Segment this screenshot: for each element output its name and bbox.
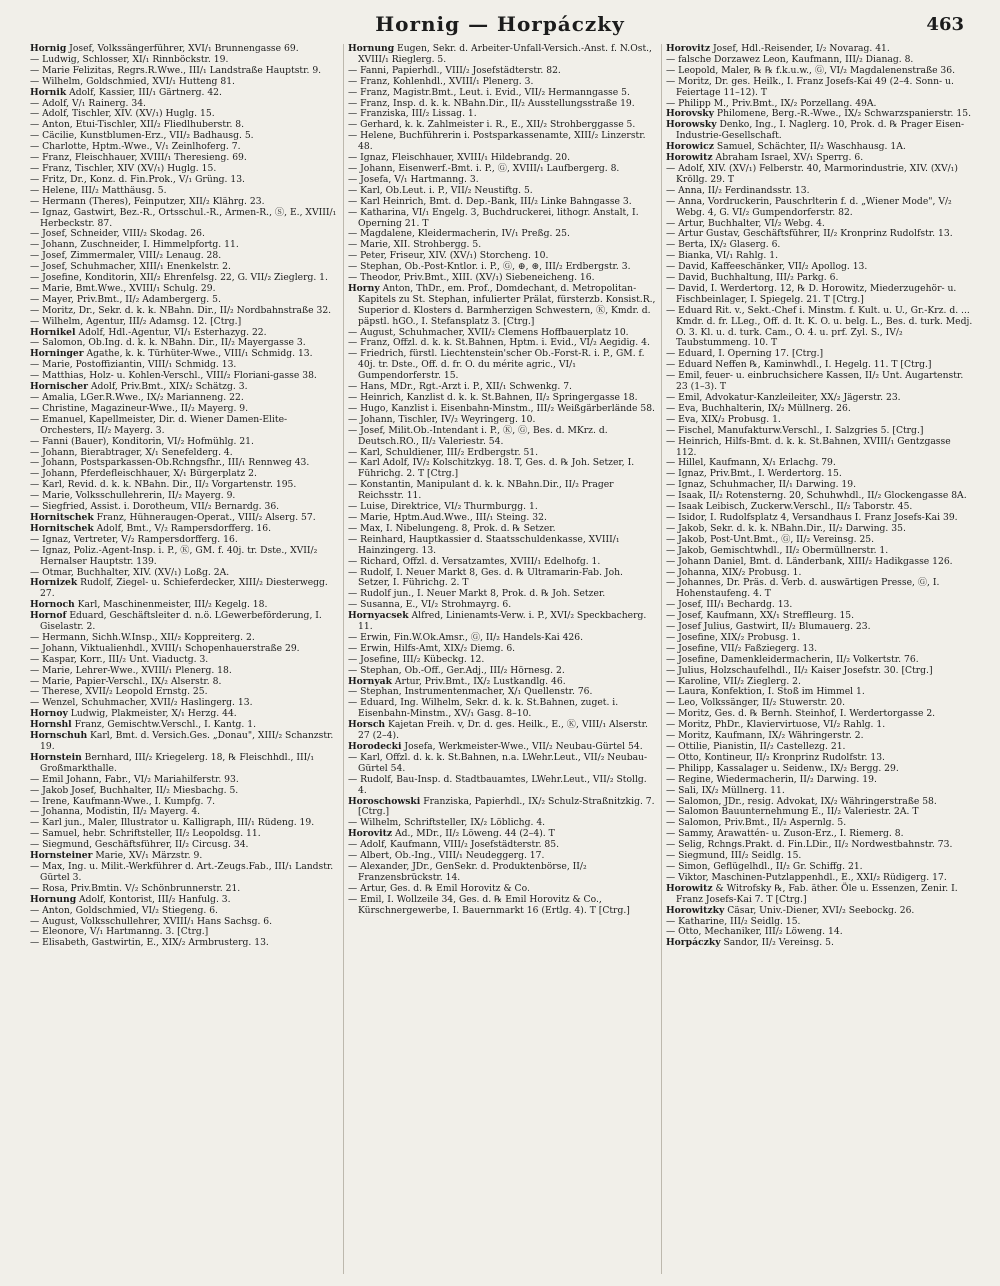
entry-text: Marie, XV/₁ Märzstr. 9. — [92, 850, 203, 862]
directory-entry — [30, 731, 338, 753]
entry-text: Artur, Priv.Bmt., IX/₂ Lustkandlg. 46. — [392, 675, 566, 687]
entry-surname: Horovsky — [666, 108, 714, 120]
entry-text: — Matthias, Holz- u. Kohlen-Verschl., VIII/₂ Floriani-gasse 38. — [30, 370, 317, 382]
entry-text: — Ignaz, Gastwirt, Bez.-R., Ortsschul.-R., Armen-R., Ⓢ, E., XVIII/₁ Herbeckstr. 87. — [30, 206, 337, 229]
entry-text: — Viktor, Maschinen-Putzlappenhdl., E., XXI/₂ Rüdigerg. 17. — [666, 871, 947, 883]
entry-text: — Magdalene, Kleidermacherin, IV/₁ Preßg. 25. — [348, 228, 570, 240]
entry-text: — Marie, Volksschullehrerin, II/₂ Mayerg. 9. — [30, 490, 236, 502]
entry-text: — Elisabeth, Gastwirtin, E., XIX/₂ Armbrusterg. 13. — [30, 937, 269, 949]
page-header — [30, 12, 970, 40]
entry-text: — Simon, Geflügelhdl., II/₂ Gr. Schiffg. 21. — [666, 860, 863, 872]
entry-text: — Marie, Hptm.Aud.Wwe., III/₁ Steing. 32. — [348, 511, 547, 523]
entry-text: Eduard, Geschäftsleiter d. n.ö. LGewerbeförderung, I. Giselastr. 2. — [40, 610, 322, 633]
entry-text: — Siegmund, Geschäftsführer, II/₂ Circusg. 34. — [30, 839, 249, 851]
entry-surname: Horny — [348, 282, 380, 294]
entry-surname: Horovitz — [348, 828, 393, 840]
entry-text: — Emil, Advokatur-Kanzleileiter, XX/₂ Jägerstr. 23. — [666, 392, 901, 403]
entry-surname: Horninger — [30, 348, 84, 360]
entry-text: — Stephan, Instrumentenmacher, X/₁ Quellenstr. 76. — [348, 686, 593, 698]
entry-text: — Philipp, Kassalager u. Seidenw., IX/₂ Bergg. 29. — [666, 762, 899, 774]
directory-entry — [348, 862, 656, 884]
entry-text: — Anna, II/₂ Ferdinandsstr. 13. — [666, 184, 810, 196]
entry-text: — Emil Johann, Fabr., VI/₂ Mariahilferstr. 93. — [30, 773, 239, 785]
entry-surname: Horsch — [348, 719, 386, 731]
entry-text: — Charlotte, Hptm.-Wwe., V/₁ Zeinlhoferg. 7. — [30, 141, 241, 153]
entry-surname: Hornig — [30, 44, 67, 54]
entry-text: — Wilhelm, Goldschmied, XVI/₁ Hutteng 81. — [30, 75, 235, 87]
entry-text: — Helene, Buchführerin i. Postsparkassenamte, XIII/₂ Linzerstr. 48. — [348, 130, 646, 153]
entry-text: — Philipp M., Priv.Bmt., IX/₂ Porzellang. 49A. — [666, 97, 877, 109]
column-1 — [30, 44, 338, 1276]
directory-entry — [348, 131, 656, 153]
entry-surname: Hornoch — [30, 599, 75, 611]
entry-surname: Hornung — [30, 893, 77, 905]
entry-text: — Rudolf, I. Neuer Markt 8, Ges. d. ℞ Ultramarin-Fab. Joh. Setzer, I. Führichg. 2. T — [348, 566, 623, 589]
directory-entry — [30, 578, 338, 600]
entry-text: — Jakob Josef, Buchhalter, II/₂ Miesbachg. 5. — [30, 784, 239, 796]
entry-text: — Johann, Eisenwerf.-Bmt. i. P., Ⓖ, XVIII/₁ Laufbergerg. 8. — [348, 162, 620, 174]
entry-surname: Hornoy — [30, 708, 68, 720]
entry-text: — David, I. Werdertorg. 12, ℞ D. Horowitz, Miederzugehör- u. Fischbeinlager, I. Spiegelg. 21. T [Ctrg.] — [666, 282, 957, 305]
entry-text: — Regine, Wiedermacherin, II/₂ Darwing. 19. — [666, 773, 877, 785]
directory-entry — [348, 753, 656, 775]
entry-text: — Adolf, XIV. (XV/₁) Felberstr. 40, Marmorindustrie, XIV. (XV/₁) Kröllg. 29. T — [666, 162, 958, 185]
entry-text: — Richard, Offzl. d. Versatzamtes, XVIII/₁ Edelhofg. 1. — [348, 555, 601, 567]
entry-text: — Adolf, Tischler, XIV. (XV/₁) Huglg. 15. — [30, 108, 215, 120]
entry-text: Adolf, Hdl.-Agentur, VI/₁ Esterhazyg. 22. — [75, 326, 267, 338]
entry-surname: Hornung — [348, 44, 395, 54]
entry-text: Cäsar, Univ.-Diener, XVI/₂ Seebockg. 26. — [724, 904, 915, 916]
directory-entry — [348, 480, 656, 502]
entry-text: Denko, Ing., I. Naglerg. 10, Prok. d. ℞ Prager Eisen-Industrie-Gesellschaft. — [676, 119, 965, 142]
entry-text: — Artur Gustav, Geschäftsführer, II/₂ Kronprinz Rudolfstr. 13. — [666, 228, 953, 240]
entry-surname: Hornischer — [30, 381, 88, 393]
entry-text: — Ottilie, Pianistin, II/₂ Castellezg. 21. — [666, 741, 846, 752]
directory-entry — [666, 77, 974, 99]
entry-text: — Leopold, Maler, ℞ ℞ f.k.u.w., Ⓖ, VI/₂ Magdalenenstraße 36. — [666, 64, 956, 76]
entry-text: — Peter, Friseur, XIV. (XV/₁) Storcheng. 10. — [348, 250, 549, 262]
directory-entry — [666, 371, 974, 393]
entry-text: & Witrofsky ℞, Fab. äther. Öle u. Essenzen, Zenir. I. Franz Josefs-Kai 7. T [Ctrg.] — [676, 882, 958, 905]
entry-text: — Heinrich, Kanzlist d. k. k. St.Bahnen, II/₂ Springergasse 18. — [348, 392, 638, 403]
entry-text: — Irene, Kaufmann-Wwe., I. Kumpfg. 7. — [30, 795, 216, 807]
entry-text: — Eduard, I. Operning 17. [Ctrg.] — [666, 348, 824, 360]
entry-surname: Hornsteiner — [30, 850, 93, 862]
entry-text: — Johann, Tischler, IV/₂ Weyringerg. 10. — [348, 413, 536, 425]
entry-text: — Jakob, Post-Unt.Bmt., Ⓖ, II/₂ Vereinsg. 25. — [666, 533, 875, 545]
entry-text: — Johann, Zuschneider, I. Himmelpfortg. 11. — [30, 239, 239, 251]
entry-text: — Eduard Neffen ℞, Kaminwhdl., I. Hegelg. 11. T [Ctrg.] — [666, 359, 932, 371]
entry-text: — Katharine, III/₂ Seidlg. 15. — [666, 915, 801, 927]
entry-text: — Josef, Kaufmann, XX/₁ Streffleurg. 15. — [666, 610, 855, 622]
entry-text: — Max, Ing. u. Milit.-Werkführer d. Art.-Zeugs.Fab., III/₁ Landstr. Gürtel 3. — [30, 860, 334, 883]
entry-surname: Hornstein — [30, 751, 82, 763]
directory-entry — [666, 284, 974, 306]
entry-text: — Josefine, VII/₂ Faßziegerg. 13. — [666, 642, 818, 654]
entry-text: — Helene, III/₂ Matthäusg. 5. — [30, 184, 167, 196]
entry-text: — Rudolf, Bau-Insp. d. Stadtbauamtes, LWehr.Leut., VII/₂ Stollg. 4. — [348, 773, 647, 796]
entry-text: — Franz, Insp. d. k. k. NBahn.Dir., II/₂ Ausstellungsstraße 19. — [348, 97, 635, 109]
directory-entry — [348, 349, 656, 382]
entry-text: Ludwig, Plakmeister, X/₁ Herzg. 44. — [67, 708, 237, 720]
entry-text: — Artur, Ges. d. ℞ Emil Horovitz & Co. — [348, 882, 530, 894]
directory-entry — [666, 197, 974, 219]
entry-text: — Sammy, Arawattén- u. Zuson-Erz., I. Riemerg. 8. — [666, 828, 904, 840]
entry-text: — Johannes, Dr. Präs. d. Verb. d. auswärtigen Presse, Ⓖ, I. Hohenstaufeng. 4. T — [666, 577, 940, 600]
entry-text: — August, Schuhmacher, XVII/₂ Clemens Hoffbauerplatz 10. — [348, 326, 629, 338]
entry-text: — Ignaz, Vertreter, V/₂ Rampersdorfferg. 16. — [30, 533, 238, 545]
entry-surname: Hornof — [30, 610, 67, 622]
entry-text: — Franziska, III/₂ Lissag. 1. — [348, 108, 477, 120]
entry-text: — Johanna, Modistin, II/₂ Mayerg. 4. — [30, 806, 201, 818]
entry-text: — Wilhelm, Agentur, III/₂ Adamsg. 12. [Ctrg.] — [30, 315, 242, 327]
entry-text: — Adolf, V/₁ Rainerg. 34. — [30, 97, 146, 109]
entry-text: — Emanuel, Kapellmeister, Dir. d. Wiener Damen-Elite-Orchesters, II/₂ Mayerg. 3. — [30, 413, 288, 436]
entry-surname: Hornitschek — [30, 511, 94, 523]
entry-text: — Isidor, I. Rudolfsplatz 4, Versandhaus I. Franz Josefs-Kai 39. — [666, 511, 958, 523]
entry-text: Rudolf, Ziegel- u. Schieferdecker, XIII/₂ Diesterwegg. 27. — [40, 577, 328, 600]
entry-text: — Johann, Viktualienhdl., XVIII/₁ Schopenhauerstraße 29. — [30, 642, 300, 654]
entry-text: Ad., MDr., II/₂ Löweng. 44 (2–4). T — [392, 828, 555, 840]
entry-text: — Alexander, JDr., GenSekr. d. Produktenbörse, II/₂ Franzensbrückstr. 14. — [348, 860, 587, 883]
entry-text: — Erwin, Hilfs-Amt, XIX/₂ Diemg. 6. — [348, 642, 516, 654]
entry-text: — Katharina, VI/₁ Engelg. 3, Buchdruckerei, lithogr. Anstalt, I. Operning 21. T — [348, 206, 639, 229]
entry-text: — Hermann (Theres), Feinputzer, XII/₂ Klährg. 23. — [30, 195, 265, 207]
entry-text: — Franz, Magistr.Bmt., Leut. i. Evid., VII/₂ Hermanngasse 5. — [348, 86, 630, 98]
entry-text: — Salomon, Priv.Bmt., II/₂ Aspernlg. 5. — [666, 817, 847, 829]
entry-text: — Albert, Ob.-Ing., VIII/₁ Neudeggerg. 17. — [348, 850, 545, 862]
entry-text: — Artur, Buchhalter, VI/₂ Webg. 4. — [666, 217, 825, 229]
directory-entry — [30, 862, 338, 884]
entry-text: — Josefa, V/₁ Hartmanng. 3. — [348, 173, 479, 185]
directory-entry — [348, 720, 656, 742]
entry-text: — Marie, Postoffiziantin, VIII/₁ Schmidg. 13. — [30, 359, 237, 371]
directory-entry — [348, 208, 656, 230]
entry-text: — Berta, IX/₂ Glaserg. 6. — [666, 239, 781, 251]
entry-text: Josef, Hdl.-Reisender, I/₂ Novarag. 41. — [710, 44, 890, 54]
entry-text: — Samuel, hebr. Schriftsteller, II/₂ Leopoldsg. 11. — [30, 828, 261, 840]
entry-text: — Leo, Volkssänger, II/₂ Stuwerstr. 20. — [666, 697, 846, 709]
entry-text: — Bianka, VI/₁ Rahlg. 1. — [666, 250, 778, 262]
entry-text: Adolf, Priv.Bmt., XIX/₂ Schätzg. 3. — [87, 381, 248, 393]
entry-text: — Julius, Holzschaufelhdl., II/₂ Kaiser Josefstr. 30. [Ctrg.] — [666, 664, 933, 676]
entry-text: Alfred, Linienamts-Verw. i. P., XVI/₂ Speckbacherg. 11. — [358, 610, 647, 633]
entry-text: — Josef Julius, Gastwirt, II/₂ Blumauerg. 23. — [666, 621, 871, 633]
entry-text: — Fanni (Bauer), Konditorin, VI/₂ Hofmühlg. 21. — [30, 435, 254, 447]
entry-text: — Eva, XIX/₂ Probusg. 1. — [666, 413, 781, 425]
entry-text: — Jakob, Sekr. d. k. k. NBahn.Dir., II/₂ Darwing. 35. — [666, 522, 906, 534]
entry-text: — Johann, Bierabtrager, X/₁ Senefelderg. 4. — [30, 446, 233, 458]
column-3 — [666, 44, 974, 1276]
entry-text: — Gerhard, k. k. Zahlmeister i. R., E., XII/₂ Strohberggasse 5. — [348, 119, 636, 131]
entry-text: — Friedrich, fürstl. Liechtenstein'scher Ob.-Forst-R. i. P., GM. f. 40j. tr. Dste., Off. d. fr. O. du mérite agric., VI/₁ Gumpendorferstr. 15. — [348, 348, 645, 382]
entry-text: — Josef, Zimmermaler, VIII/₂ Lenaug. 28. — [30, 250, 222, 262]
entry-surname: Horovitz — [666, 44, 711, 54]
entry-text: — Anton, Goldschmied, VI/₂ Stiegeng. 6. — [30, 904, 218, 916]
page-number: 463 — [926, 14, 964, 35]
entry-text: — Reinhard, Hauptkassier d. Staatsschuldenkasse, XVIII/₁ Hainzingerg. 13. — [348, 533, 620, 556]
entry-text: — Franz, Offzl. d. k. k. St.Bahnen, Hptm. i. Evid., VI/₂ Aegidig. 4. — [348, 337, 650, 349]
entry-text: — Josef, Milit.Ob.-Intendant i. P., Ⓚ, Ⓖ, Bes. d. MKrz. d. Deutsch.RO., II/₂ Valeriestr. 54. — [348, 424, 608, 447]
directory-entry — [30, 753, 338, 775]
entry-text: — Fanni, Papierhdl., VIII/₂ Josefstädterstr. 82. — [348, 64, 561, 76]
directory-entry — [348, 568, 656, 590]
entry-text: — Theodor, Priv.Bmt., XIII. (XV/₁) Siebeneicheng. 16. — [348, 272, 595, 284]
entry-text: — Johann, Postsparkassen-Ob.Rchngsfhr., III/₁ Rennweg 43. — [30, 457, 310, 469]
entry-text: — Ignaz, Fleischhauer, XVIII/₁ Hildebrandg. 20. — [348, 152, 570, 164]
entry-text: — Marie, Bmt.Wwe., XVIII/₁ Schulg. 29. — [30, 282, 216, 294]
entry-text: — Eduard, Ing. Wilhelm, Sekr. d. k. k. St.Bahnen, zuget. i. Eisenbahn-Minstm., XV/₁ Gasg. 8–10. — [348, 697, 619, 720]
entry-text: — Josef, Schneider, VIII/₂ Skodag. 26. — [30, 228, 205, 240]
entry-text: — Eleonore, V/₁ Hartmanng. 3. [Ctrg.] — [30, 926, 209, 938]
directory-entry — [348, 426, 656, 448]
entry-text: — David, Buchhaltung, III/₂ Parkg. 6. — [666, 272, 839, 284]
entry-text: — Emil, I. Wollzeile 34, Ges. d. ℞ Emil Horovitz & Co., Kürschnergewerbe, I. Bauernmarkt 16 (Ertlg. 4). T [Ctrg.] — [348, 893, 630, 916]
entry-text: — Johann Daniel, Bmt. d. Länderbank, XIII/₂ Hadikgasse 126. — [666, 555, 953, 567]
entry-text: — Ludwig, Schlosser, XI/₁ Rinnböckstr. 19. — [30, 53, 229, 65]
directory-entry — [348, 284, 656, 328]
directory-entry — [30, 415, 338, 437]
entry-text: — Anna, Vordruckerin, Pauschrlterin f. d. „Wiener Mode", V/₂ Webg. 4, G. VI/₂ Gumpendorferstr. 82. — [666, 195, 952, 218]
entry-surname: Horoschowski — [348, 795, 421, 807]
entry-text: — Amalia, LGer.R.Wwe., IX/₂ Marianneng. 22. — [30, 392, 244, 403]
entry-surname: Horowsky — [666, 119, 717, 131]
entry-text: Josef, Volkssängerführer, XVI/₁ Brunnengasse 69. — [66, 44, 299, 54]
entry-text: Karl, Maschinenmeister, III/₂ Kegelg. 18. — [74, 599, 268, 611]
entry-surname: Hornikel — [30, 326, 76, 338]
entry-text: — Karl, Offzl. d. k. k. St.Bahnen, n.a. LWehr.Leut., VII/₂ Neubau-Gürtel 54. — [348, 751, 648, 774]
entry-text: Franziska, Papierhdl., IX/₂ Schulz-Straßnitzkig. 7. [Ctrg.] — [358, 795, 655, 818]
entry-text: Abraham Israel, XV/₁ Sperrg. 6. — [712, 152, 864, 164]
entry-text: — Karl, Ob.Leut. i. P., VII/₂ Neustiftg. 5. — [348, 184, 533, 196]
entry-text: — Otto, Kontineur, II/₂ Kronprinz Rudolfstr. 13. — [666, 751, 885, 763]
directory-entry — [348, 775, 656, 797]
entry-text: — Fritz, Dr., Konz. d. Fin.Prok., V/₁ Grüng. 13. — [30, 173, 245, 185]
directory-entry — [348, 895, 656, 917]
entry-text: — Johanna, XIX/₂ Probusg. 1. — [666, 566, 802, 578]
directory-entry — [348, 698, 656, 720]
entry-text: — Moritz, Dr., Sekr. d. k. k. NBahn. Dir., II/₂ Nordbahnstraße 32. — [30, 304, 332, 316]
running-head: Hornig — Horpáczky — [375, 12, 625, 36]
entry-text: — Hillel, Kaufmann, X/₁ Erlachg. 79. — [666, 457, 836, 469]
entry-surname: Hornyak — [348, 675, 392, 687]
entry-text: Bernhard, III/₂ Kriegelerg. 18, ℞ Fleischhdl., III/₁ Großmarkthalle. — [40, 751, 315, 774]
entry-text: — Rosa, Priv.Bmtin. V/₂ Schönbrunnerstr. 21. — [30, 882, 241, 894]
entry-text: — David, Kaffeeschänker, VII/₂ Apollog. 13. — [666, 261, 868, 273]
entry-text: — Anton, Etui-Tischler, XII/₂ Fliedlhuberstr. 8. — [30, 119, 245, 131]
entry-text: — Eduard Rit. v., Sekt.-Chef i. Minstm. f. Kult. u. U., Gr.-Krz. d. ... Kmdr. d. fr. LLeg., Off. d. It. K. O. u. belg. L., Bes. d. turk. Medj. O. 3. Kl. u. d. turk. Cam., O. 4. u. prf. Zyl. S., IV/₂ Taubstummeng. 10. T — [666, 304, 973, 349]
entry-text: — Josef, Schuhmacher, XIII/₁ Enenkelstr. 2. — [30, 261, 231, 273]
entry-text: Agathe, k. k. Türhüter-Wwe., VIII/₁ Schmidg. 13. — [83, 348, 313, 360]
entry-text: — Isaak, II/₂ Rotensterng. 20, Schuhwhdl., II/₂ Glockengasse 8A. — [666, 490, 967, 502]
directory-columns — [30, 44, 975, 1276]
entry-text: — Karoline, VII/₂ Zieglerg. 2. — [666, 675, 801, 687]
entry-text: — Adolf, Kaufmann, VIII/₂ Josefstädterstr. 85. — [348, 839, 560, 851]
entry-text: Adolf, Bmt., V/₂ Rampersdorfferg. 16. — [93, 522, 272, 534]
entry-text: — Hugo, Kanzlist i. Eisenbahn-Minstm., III/₂ Weißgärberlände 58. — [348, 402, 655, 414]
entry-text: — Laura, Konfektion, I. Stoß im Himmel 1. — [666, 686, 865, 698]
directory-entry — [348, 44, 656, 66]
entry-text: Samuel, Schächter, II/₂ Waschhausg. 1A. — [714, 141, 906, 153]
entry-text: — Josefine, XIX/₂ Probusg. 1. — [666, 631, 801, 643]
directory-entry — [348, 535, 656, 557]
entry-text: — Moritz, PhDr., Klaviervirtuose, VI/₂ Rahlg. 1. — [666, 719, 886, 731]
entry-text: — Fischel, Manufakturw.Verschl., I. Salzgries 5. [Ctrg.] — [666, 424, 924, 436]
entry-text: Anton, ThDr., em. Prof., Domdechant, d. Metropolitan-Kapitels zu St. Stephan, infulierter Prälat, fürsterzb. Konsist.R., Superior d. Klosters d. Barmherzigen Schwestern, Ⓚ, Kmdr. d. päpstl. hGO., I. Stefansplatz 3. [Ctrg.] — [358, 282, 656, 327]
entry-text: — Ignaz, Poliz.-Agent-Insp. i. P., Ⓚ, GM. f. 40j. tr. Dste., XVII/₂ Hernalser Hauptstr. 139. — [30, 544, 318, 567]
directory-entry — [666, 578, 974, 600]
entry-surname: Horowicz — [666, 141, 714, 153]
directory-entry — [30, 611, 338, 633]
entry-text: Eugen, Sekr. d. Arbeiter-Unfall-Versich.-Anst. f. N.Ost., XVIII/₁ Rieglerg. 5. — [358, 44, 652, 65]
entry-text: — Otmar, Buchhalter, XIV. (XV/₁) Loßg. 2A. — [30, 566, 230, 578]
entry-text: — Hermann, Sichh.W.Insp., XII/₂ Koppreiterg. 2. — [30, 631, 255, 643]
entry-text: — Heinrich, Hilfs-Bmt. d. k. k. St.Bahnen, XVIII/₁ Gentzgasse 112. — [666, 435, 951, 458]
entry-text: — Siegfried, Assist. i. Dorotheum, VII/₂ Bernardg. 36. — [30, 501, 280, 513]
entry-text: Kajetan Freih. v, Dr. d. ges. Heilk., E., Ⓚ, VIII/₁ Alserstr. 27 (2–4). — [358, 719, 648, 742]
entry-text: — Jakob, Gemischtwhdl., II/₂ Obermüllnerstr. 1. — [666, 544, 889, 556]
entry-text: — August, Volksschullehrer, XVIII/₁ Hans Sachsg. 6. — [30, 915, 273, 927]
entry-text: — Erwin, Fin.W.Ok.Amsr., Ⓖ, II/₂ Handels-Kai 426. — [348, 631, 584, 643]
directory-entry — [30, 938, 338, 949]
entry-text: — Emil, feuer- u. einbruchsichere Kassen, II/₂ Unt. Augartenstr. 23 (1–3). T — [666, 370, 964, 393]
entry-surname: Hornizek — [30, 577, 78, 589]
directory-entry — [666, 437, 974, 459]
entry-surname: Hornik — [30, 86, 67, 98]
entry-text: Josefa, Werkmeister-Wwe., VII/₂ Neubau-Gürtel 54. — [401, 741, 643, 752]
entry-text: — Stephan, Ob.-Off., Ger.Adj., III/₂ Hörnesg. 2. — [348, 664, 565, 676]
entry-text: — Salomon, Ob.Ing. d. k. k. NBahn. Dir., II/₂ Mayergasse 3. — [30, 337, 306, 349]
entry-text: — Rudolf jun., I. Neuer Markt 8, Prok. d. ℞ Joh. Setzer. — [348, 588, 606, 600]
entry-text: — Karl, Schuldiener, III/₂ Erdbergstr. 51. — [348, 446, 539, 458]
entry-text: — Karl, Revid. d. k. k. NBahn. Dir., II/₂ Vorgartenstr. 195. — [30, 479, 297, 491]
entry-text: — Max, I. Nibelungeng. 8, Prok. d. ℞ Setzer. — [348, 522, 556, 534]
entry-text: — Stephan, Ob.-Post-Kntlor. i. P., Ⓖ, ⊕, ⊛, III/₂ Erdbergstr. 3. — [348, 261, 631, 273]
directory-entry — [348, 797, 656, 819]
entry-text: — Cäcilie, Kunstblumen-Erz., VII/₂ Badhausg. 5. — [30, 130, 254, 142]
entry-text: — Siegmund, III/₂ Seidlg. 15. — [666, 850, 802, 862]
entry-text: — Karl jun., Maler, Illustrator u. Kalligraph, III/₁ Rüdeng. 19. — [30, 817, 315, 829]
directory-entry — [666, 164, 974, 186]
entry-text: — Eva, Buchhalterin, IX/₂ Müllnerg. 26. — [666, 402, 851, 414]
entry-text: — Josefine, III/₂ Kübeckg. 12. — [348, 653, 485, 665]
entry-text: — Franz, Tischler, XIV (XV/₁) Huglg. 15. — [30, 162, 217, 174]
entry-text: — Moritz, Kaufmann, IX/₂ Währingerstr. 2. — [666, 730, 864, 742]
entry-text: — Konstantin, Manipulant d. k. k. NBahn.Dir., II/₂ Prager Reichsstr. 11. — [348, 479, 614, 502]
directory-entry — [666, 884, 974, 906]
entry-text: — Ignaz, Schuhmacher, II/₁ Darwing. 19. — [666, 479, 857, 491]
entry-text: — Moritz, Dr. ges. Heilk., I. Franz Josefs-Kai 49 (2–4. Sonn- u. Feiertage 11–12). T — [666, 75, 954, 98]
entry-text: — falsche Dorzawez Leon, Kaufmann, III/₂ Dianag. 8. — [666, 53, 914, 65]
entry-text: — Salomon, JDr., resig. Advokat, IX/₂ Währingerstraße 58. — [666, 795, 937, 807]
entry-text: Sandor, II/₂ Vereinsg. 5. — [720, 937, 834, 949]
directory-entry — [30, 208, 338, 230]
entry-text: — Sali, IX/₂ Müllnerg. 11. — [666, 784, 785, 796]
entry-text: — Wilhelm, Schriftsteller, IX/₂ Löblichg. 4. — [348, 817, 546, 829]
column-2 — [348, 44, 656, 1276]
entry-text: — Selig, Rchngs.Prakt. d. Fin.LDir., II/₂ Nordwestbahnstr. 73. — [666, 839, 953, 851]
entry-text: — Franz, Fleischhauer, XVIII/₁ Theresieng. 69. — [30, 152, 247, 164]
directory-entry — [666, 120, 974, 142]
directory-entry — [348, 611, 656, 633]
entry-text: — Josefine, Konditorin, XII/₂ Ehrenfelsg. 22, G. VII/₂ Zieglerg. 1. — [30, 272, 328, 284]
entry-text: Franz, Gemischtw.Verschl., I. Kantg. 1. — [71, 719, 257, 731]
directory-entry — [30, 546, 338, 568]
entry-surname: Horowitzky — [666, 904, 725, 916]
entry-text: — Moritz, Ges. d. ℞ Bernh. Steinhof, I. Werdertorgasse 2. — [666, 708, 936, 720]
entry-text: — Isaak Leibisch, Zuckerw.Verschl., II/₂ Taborstr. 45. — [666, 501, 913, 513]
entry-text: — Hans, MDr., Rgt.-Arzt i. P., XII/₁ Schwenkg. 7. — [348, 381, 572, 393]
entry-surname: Horowitz — [666, 152, 713, 164]
entry-text: Adolf, Kassier, III/₁ Gärtnerg. 42. — [66, 86, 222, 98]
entry-text: — Josefine, Damenkleidermacherin, II/₂ Volkertstr. 76. — [666, 653, 919, 665]
entry-text: — Christine, Magazineur-Wwe., II/₂ Mayerg. 9. — [30, 402, 249, 414]
entry-text: — Marie, Lehrer-Wwe., XVIII/₁ Plenerg. 18. — [30, 664, 232, 676]
entry-text: — Marie, XII. Strohbergg. 5. — [348, 239, 482, 251]
entry-surname: Hornschuh — [30, 730, 88, 742]
entry-text: — Therese, XVII/₂ Leopold Ernstg. 25. — [30, 686, 208, 698]
entry-text: — Mayer, Priv.Bmt., II/₂ Adambergerg. 5. — [30, 293, 221, 305]
directory-entry — [666, 306, 974, 350]
directory-entry — [666, 938, 974, 949]
entry-text: — Marie Felizitas, Regrs.R.Wwe., III/₁ Landstraße Hauptstr. 9. — [30, 64, 322, 76]
entry-text: — Salomon Bauunternehmung E., II/₂ Valeriestr. 2A. T — [666, 806, 919, 818]
entry-surname: Horodecki — [348, 741, 402, 752]
entry-text: — Ignaz, Priv.Bmt., I. Werdertorg. 15. — [666, 468, 842, 480]
entry-text: — Karl Adolf, IV/₂ Kolschitzkyg. 18. T, Ges. d. ℞ Joh. Setzer, I. Führichg. 2. T [Ctrg.] — [348, 457, 635, 480]
entry-text: Karl, Bmt. d. Versich.Ges. „Donau", XIII/₂ Schanzstr. 19. — [40, 730, 334, 752]
entry-surname: Horpáczky — [666, 937, 721, 949]
entry-text: — Marie, Papier-Verschl., IX/₂ Alserstr. 8. — [30, 675, 222, 687]
entry-text: — Kaspar, Korr., III/₂ Unt. Viaductg. 3. — [30, 653, 209, 665]
entry-text: — Johann, Pferdefleischhauer, X/₁ Bürgerplatz 2. — [30, 468, 257, 480]
entry-surname: Hornitschek — [30, 522, 94, 534]
entry-text: — Karl Heinrich, Bmt. d. Dep.-Bank, III/₂ Linke Bahngasse 3. — [348, 195, 632, 207]
entry-text: — Josef, III/₁ Bechardg. 13. — [666, 599, 793, 611]
entry-surname: Hornshl — [30, 719, 72, 731]
entry-text: Adolf, Kontorist, III/₂ Hanfulg. 3. — [76, 893, 231, 905]
directory-entry — [348, 458, 656, 480]
entry-surname: Hornyacsek — [348, 610, 409, 622]
entry-text: — Wenzel, Schuhmacher, XVII/₂ Haslingerg. 13. — [30, 697, 253, 709]
entry-text: — Otto, Mechaniker, III/₂ Löweng. 14. — [666, 926, 843, 938]
entry-text: Franz, Hühneraugen-Operat., VIII/₂ Alserg. 57. — [93, 511, 316, 523]
entry-text: — Franz, Kohlenhdl., XVIII/₁ Plenerg. 3. — [348, 75, 534, 87]
entry-text: — Susanna, E., VI/₂ Strohmayrg. 6. — [348, 599, 512, 611]
entry-text: Philomene, Berg.-R.-Wwe., IX/₂ Schwarzspanierstr. 15. — [714, 108, 972, 120]
entry-text: — Luise, Direktrice, VI/₂ Thurmburgg. 1. — [348, 501, 538, 513]
entry-surname: Horowitz — [666, 882, 713, 894]
